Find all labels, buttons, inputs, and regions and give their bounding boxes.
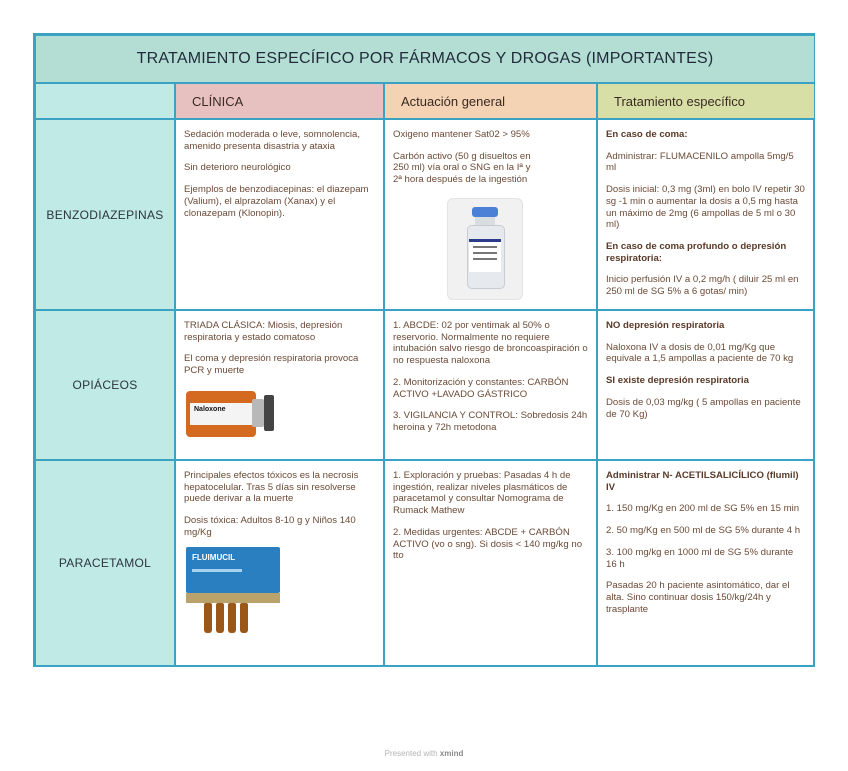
text-heading: Administrar N- ACETILSALICÍLICO (flumil) IV: [606, 470, 799, 493]
text-heading: NO depresión respiratoria: [606, 320, 725, 331]
cell-benzo-actuacion: [384, 119, 597, 310]
footer-prefix: Presented with: [384, 749, 438, 758]
table-title: TRATAMIENTO ESPECÍFICO POR FÁRMACOS Y DROGAS (IMPORTANTES): [35, 35, 815, 83]
text-paragraph: 1. Exploración y pruebas: Pasadas 4 h de ingestión, realizar niveles plasmáticos de paracetamol y consultar Nomograma de Rumack Mathew: [393, 470, 571, 517]
cell-benzo-clinica: [175, 119, 384, 310]
text-paragraph: Sin deterioro neurológico: [184, 162, 291, 174]
text-paragraph: Naloxona IV a dosis de 0,01 mg/Kg que equivale a 1,5 ampollas a paciente de 70 kg: [606, 341, 794, 365]
text-paragraph: Carbón activo (50 g disueltos en 250 ml) vía oral o SNG en la Iª y 2ª hora después de la ingestión: [393, 150, 531, 186]
footer-brand: xmind: [439, 749, 464, 758]
text-heading: En caso de coma profundo o depresión respiratoria:: [606, 240, 787, 264]
fluimucil-label: FLUIMUCIL: [192, 552, 236, 562]
naloxone-vial-image: [186, 385, 282, 443]
text-paragraph: 1. 150 mg/Kg en 200 ml de SG 5% en 15 min: [606, 503, 800, 515]
text-paragraph: Inicio perfusión IV a 0,2 mg/h ( diluir 25 ml en 250 ml de SG 5% a 6 gotas/ min): [606, 274, 799, 298]
text-paragraph: Dosis inicial: 0,3 mg (3ml) en bolo IV repetir 30 sg -1 min o aumentar la dosis a 0,5 mg hasta un máximo de 2mg (6 ampollas de 5 ml o 30 ml): [606, 184, 805, 231]
row-label-benzodiazepinas: BENZODIAZEPINAS: [35, 119, 175, 310]
treatment-table: [33, 33, 815, 667]
row-label-opiaceos: OPIÁCEOS: [35, 310, 175, 460]
text-paragraph: Ejemplos de benzodiacepinas: el diazepam (Valium), el alprazolam (Xanax) y el clonazepam (Klonopin).: [184, 184, 369, 219]
cell-opiaceos-clinica: [175, 310, 384, 460]
text-paragraph: Administrar: FLUMACENILO ampolla 5mg/5 ml: [606, 150, 794, 174]
header-tratamiento: Tratamiento específico: [597, 83, 815, 119]
text-paragraph: 2. 50 mg/Kg en 500 ml de SG 5% durante 4 h: [606, 525, 801, 537]
text-paragraph: 2. Monitorización y constantes: CARBÓN ACTIVO +LAVADO GÁSTRICO: [393, 376, 569, 400]
text-paragraph: TRIADA CLÁSICA: Miosis, depresión respiratoria y estado comatoso: [184, 320, 343, 343]
cell-paracetamol-clinica: [175, 460, 384, 666]
flumazenil-vial-image: [447, 198, 523, 300]
text-paragraph: Oxigeno mantener Sat02 > 95%: [393, 129, 530, 140]
text-heading: En caso de coma:: [606, 129, 688, 140]
footer-watermark: [0, 749, 848, 758]
text-paragraph: Pasadas 20 h paciente asintomático, dar el alta. Sino continuar dosis 150/kg/24h y trasplante: [606, 580, 790, 615]
cell-opiaceos-tratamiento: [597, 310, 815, 460]
cell-paracetamol-actuacion: [384, 460, 597, 666]
text-paragraph: 3. VIGILANCIA Y CONTROL: Sobredosis 24h heroina y 72h metodona: [393, 410, 588, 433]
text-paragraph: Dosis tóxica: Adultos 8-10 g y Niños 140 mg/Kg: [184, 515, 356, 538]
text-paragraph: Principales efectos tóxicos es la necrosis hepatocelular. Tras 5 días sin resolverse puede derivar a la muerte: [184, 470, 359, 505]
cell-paracetamol-tratamiento: [597, 460, 815, 666]
text-paragraph: El coma y depresión respiratoria provoca PCR y muerte: [184, 353, 359, 377]
header-empty: [35, 83, 175, 119]
header-actuacion: Actuación general: [384, 83, 597, 119]
text-paragraph: 2. Medidas urgentes: ABCDE + CARBÓN ACTIVO (vo o sng). Si dosis < 140 mg/kg no tto: [393, 526, 583, 562]
naloxone-label: Naloxone: [194, 405, 226, 413]
text-paragraph: Dosis de 0,03 mg/kg ( 5 ampollas en paciente de 70 Kg): [606, 396, 801, 420]
text-paragraph: Sedación moderada o leve, somnolencia, amenido presenta disastria y ataxia: [184, 129, 360, 152]
fluimucil-box-image: [186, 547, 282, 637]
cell-benzo-tratamiento: [597, 119, 815, 310]
header-clinica: CLÍNICA: [175, 83, 384, 119]
cell-opiaceos-actuacion: [384, 310, 597, 460]
text-heading: SI existe depresión respiratoria: [606, 375, 749, 387]
row-label-paracetamol: PARACETAMOL: [35, 460, 175, 666]
text-paragraph: 1. ABCDE: 02 por ventimak al 50% o reservorio. Normalmente no requiere intubación salvo riesgo de broncoaspiración o no respuesta naloxona: [393, 320, 588, 367]
text-paragraph: 3. 100 mg/kg en 1000 ml de SG 5% durante 16 h: [606, 546, 794, 570]
